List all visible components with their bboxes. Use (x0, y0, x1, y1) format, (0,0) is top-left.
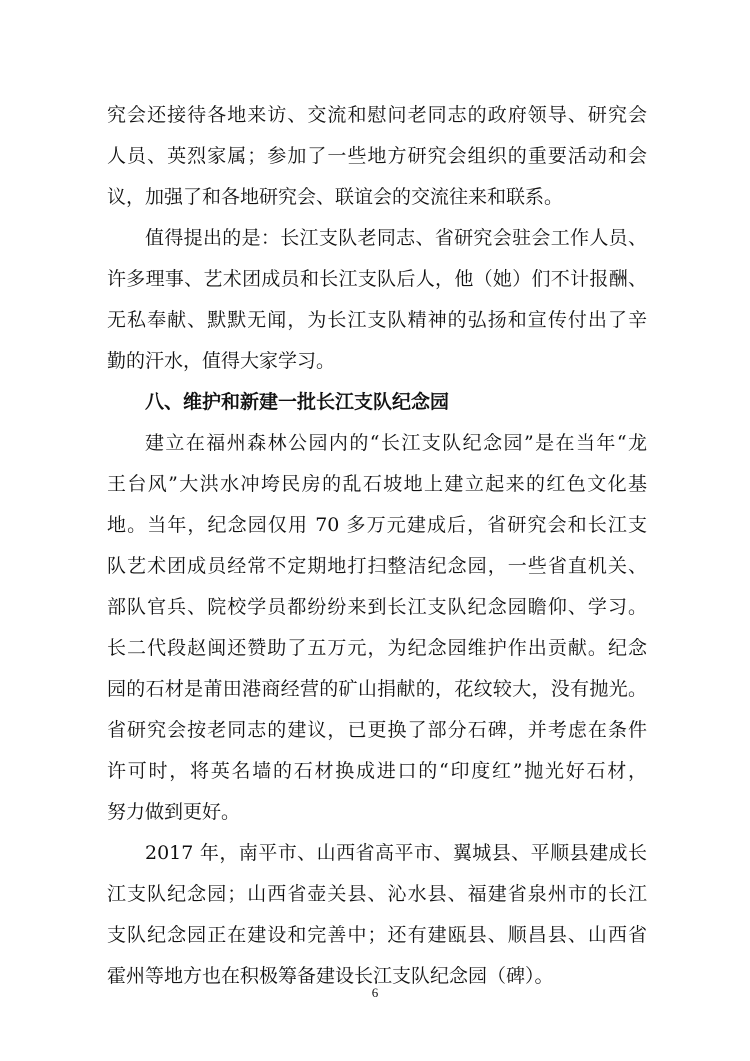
text-line: 勤的汗水，值得大家学习。 (107, 350, 336, 372)
text-line: 究会还接待各地来访、交流和慰问老同志的政府领导、研究会 (107, 104, 647, 126)
text-line: 建立在福州森林公园内的“长江支队纪念园”是在当年“龙 (145, 432, 647, 454)
text-line: 部队官兵、院校学员都纷纷来到长江支队纪念园瞻仰、学习。 (107, 596, 647, 618)
section-heading: 八、维护和新建一批长江支队纪念园 (145, 391, 450, 413)
text-line: 努力做到更好。 (107, 801, 241, 823)
text-line: 队艺术团成员经常不定期地打扫整洁纪念园，一些省直机关、 (107, 555, 647, 577)
text-line: 长二代段赵闽还赞助了五万元，为纪念园维护作出贡献。纪念 (107, 637, 647, 659)
text-line: 地。当年，纪念园仅用 70 多万元建成后，省研究会和长江支 (107, 514, 647, 536)
text-line: 无私奉献、默默无闻，为长江支队精神的弘扬和宣传付出了辛 (107, 309, 647, 331)
text-line: 许可时，将英名墙的石材换成进口的“印度红”抛光好石材， (107, 760, 647, 782)
text-line: 议，加强了和各地研究会、联谊会的交流往来和联系。 (107, 186, 564, 208)
text-line: 支队纪念园正在建设和完善中；还有建瓯县、顺昌县、山西省 (107, 924, 647, 946)
text-line: 王台风”大洪水冲垮民房的乱石坡地上建立起来的红色文化基 (107, 473, 647, 495)
page-number: 6 (371, 985, 379, 1000)
text-line: 许多理事、艺术团成员和长江支队后人，他（她）们不计报酬、 (107, 268, 647, 290)
text-line: 园的石材是莆田港商经营的矿山捐献的，花纹较大，没有抛光。 (107, 678, 647, 700)
text-line: 霍州等地方也在积极筹备建设长江支队纪念园（碑）。 (107, 965, 554, 987)
text-line: 江支队纪念园；山西省壶关县、沁水县、福建省泉州市的长江 (107, 883, 647, 905)
text-line: 值得提出的是：长江支队老同志、省研究会驻会工作人员、 (145, 227, 647, 249)
text-line: 人员、英烈家属；参加了一些地方研究会组织的重要活动和会 (107, 145, 647, 167)
text-line: 2017 年，南平市、山西省高平市、翼城县、平顺县建成长 (145, 842, 647, 864)
text-line: 省研究会按老同志的建议，已更换了部分石碑，并考虑在条件 (107, 719, 647, 741)
